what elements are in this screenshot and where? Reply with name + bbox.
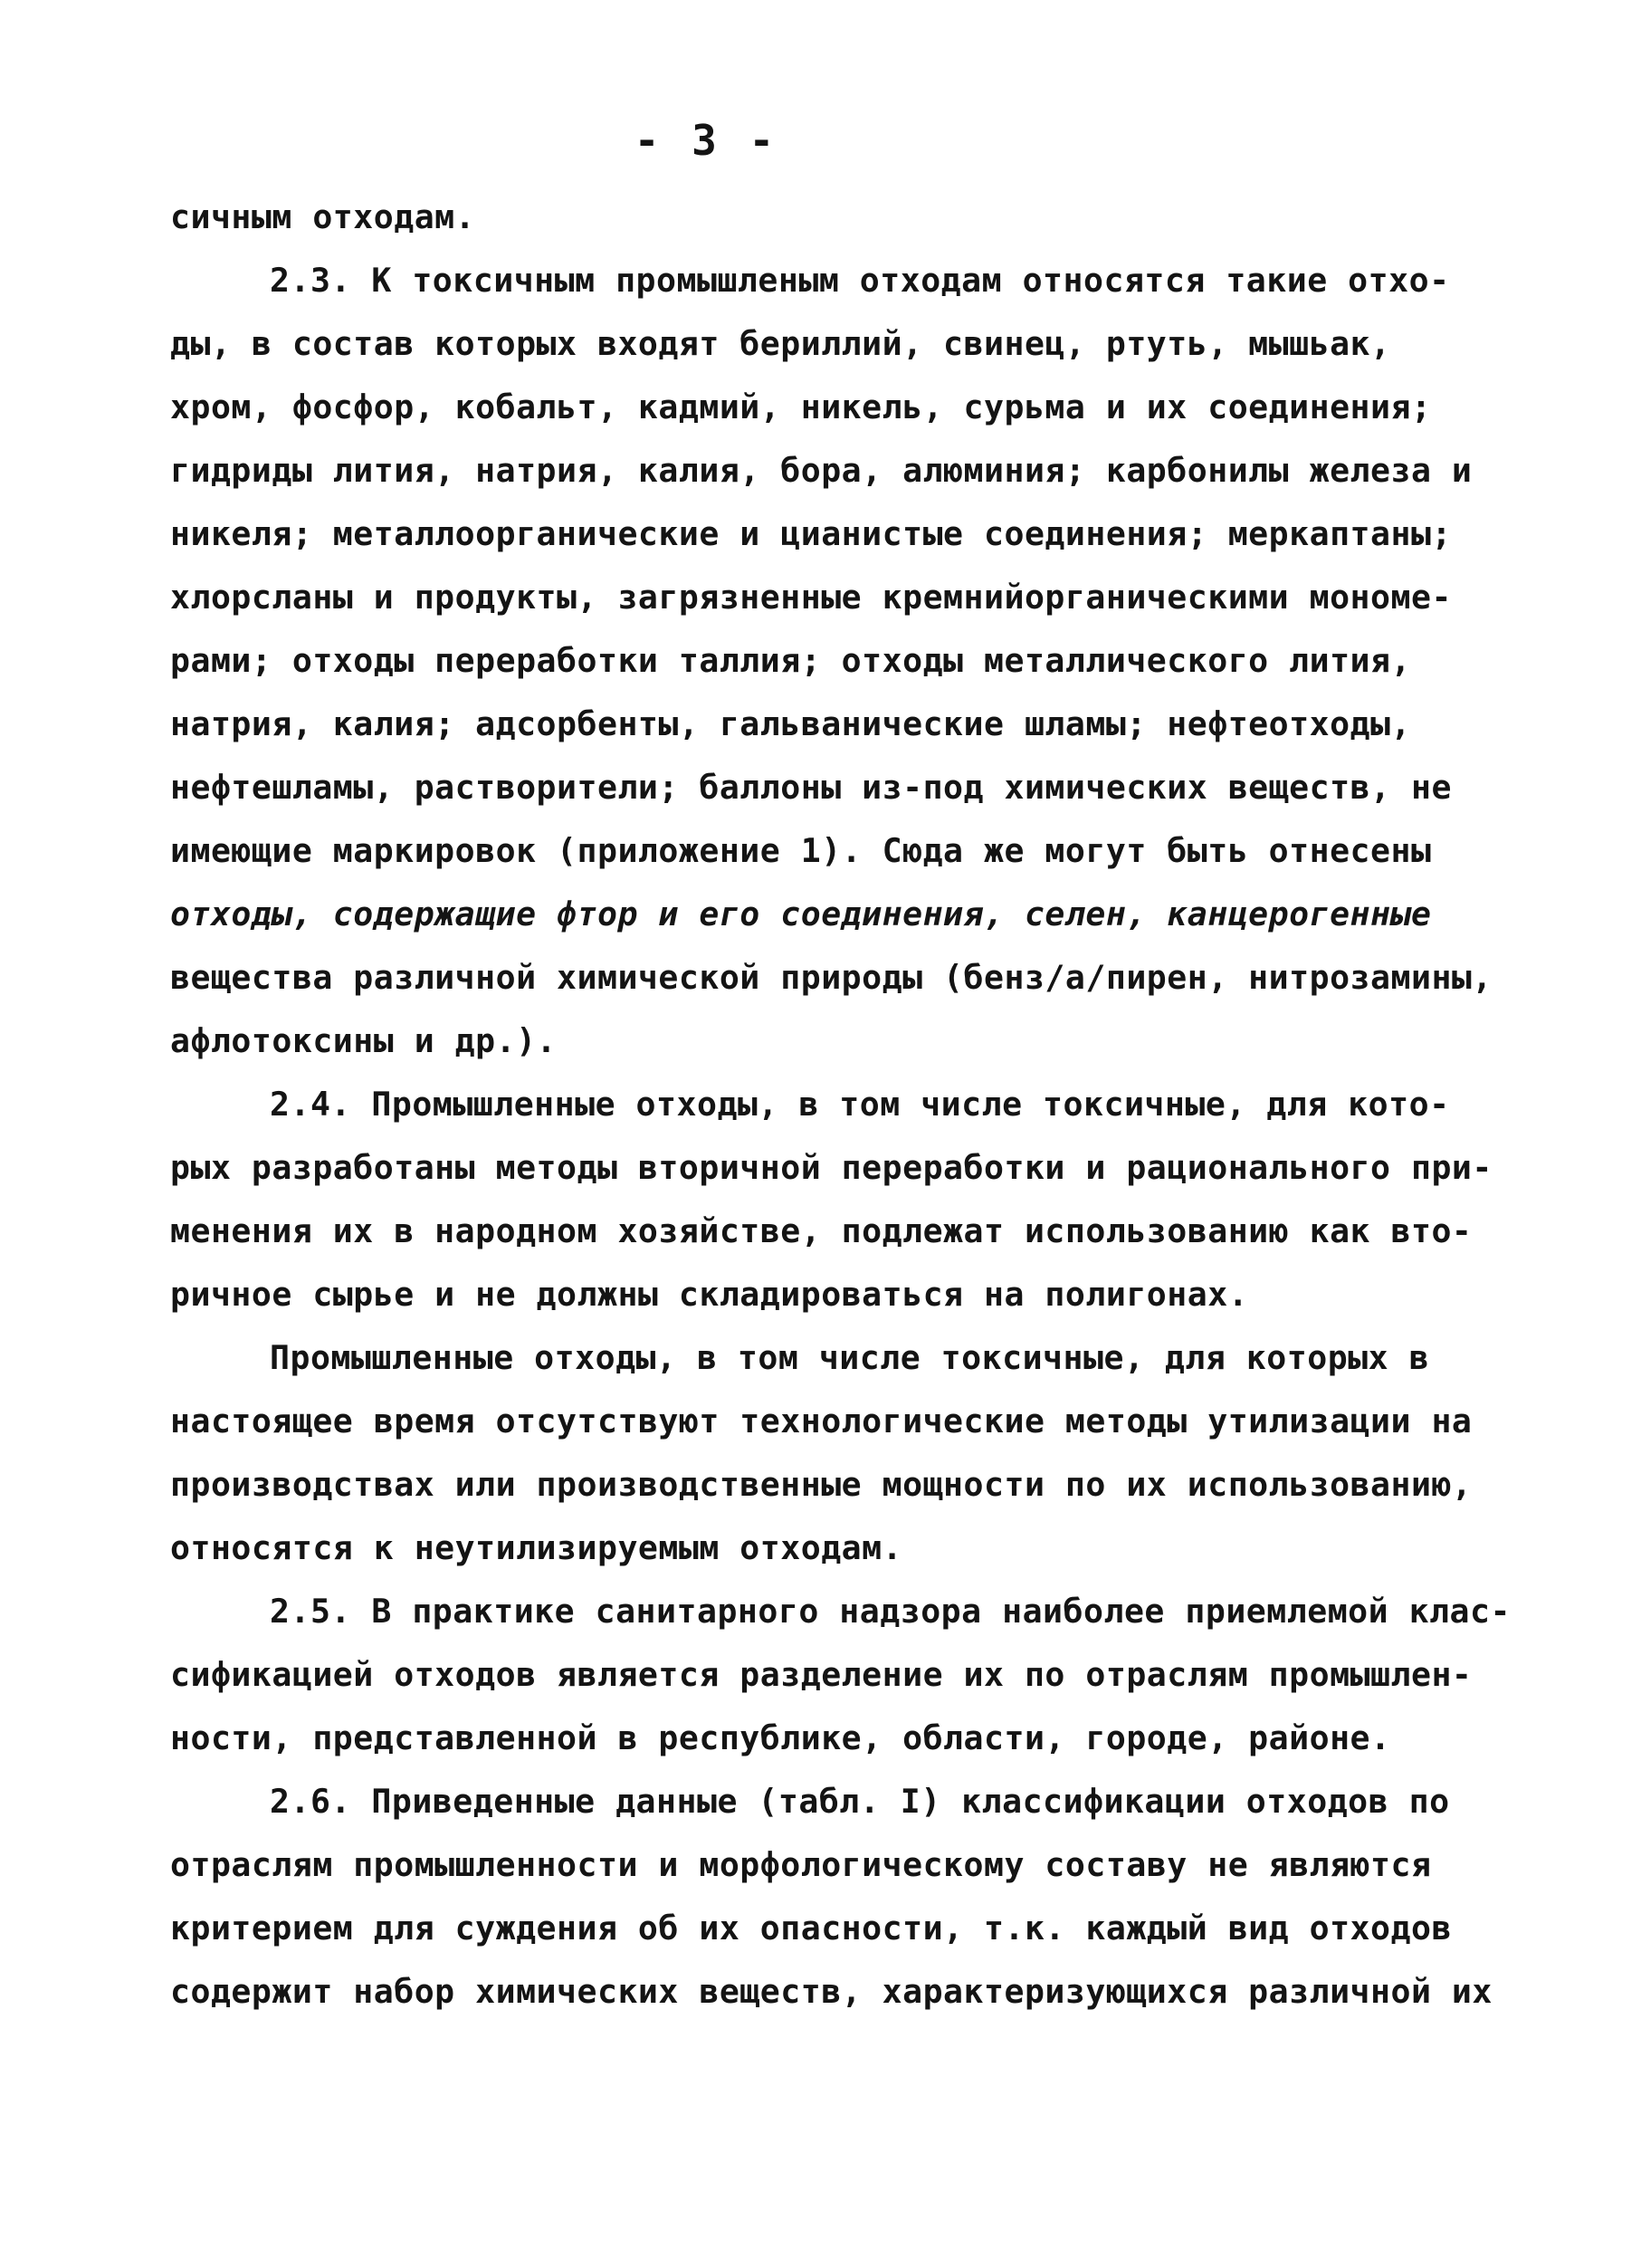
text-line: отраслям промышленности и морфологическому составу не являются [170,1845,1432,1884]
text-line: вещества различной химической природы (бенз/а/пирен, нитрозамины, [170,958,1493,997]
text-line: 2.4. Промышленные отходы, в том числе токсичные, для кото- [270,1085,1450,1124]
text-line: рых разработаны методы вторичной переработки и рационального при- [170,1148,1493,1187]
text-line: 2.6. Приведенные данные (табл. I) классификации отходов по [270,1782,1450,1821]
text-line: производствах или производственные мощности по их использованию, [170,1465,1473,1504]
text-line: рами; отходы переработки таллия; отходы металлического лития, [170,641,1411,680]
text-line: критерием для суждения об их опасности, т.к. каждый вид отходов [170,1909,1452,1947]
text-line: 2.5. В практике санитарного надзора наиболее приемлемой клас- [270,1592,1511,1631]
text-line: нефтешламы, растворители; баллоны из-под химических веществ, не [170,768,1452,807]
text-line: настоящее время отсутствуют технологические методы утилизации на [170,1402,1473,1440]
text-line: ричное сырье и не должны складироваться на полигонах. [170,1275,1249,1314]
text-line: сичным отходам. [170,197,476,236]
text-line: натрия, калия; адсорбенты, гальванические шламы; нефтеотходы, [170,704,1411,743]
text-line: 2.3. К токсичным промышленым отходам относятся такие отхо- [270,261,1450,300]
text-line: никеля; металлоорганические и цианистые соединения; меркаптаны; [170,514,1452,553]
page-number: - 3 - [634,116,778,165]
text-line: менения их в народном хозяйстве, подлежат использованию как вто- [170,1211,1473,1250]
text-line: отходы, содержащие фтор и его соединения, селен, канцерогенные [170,895,1432,933]
text-line: содержит набор химических веществ, характеризующихся различной их [170,1972,1493,2011]
text-line: Промышленные отходы, в том числе токсичные, для которых в [270,1338,1430,1377]
paragraph-2-3 [170,249,1493,1073]
body-text [170,186,1511,2024]
text-line: ды, в состав которых входят бериллий, свинец, ртуть, мышьак, [170,324,1391,363]
text-line: хлорсланы и продукты, загрязненные кремнийорганическими мономе- [170,578,1452,617]
paragraph-continuation [170,186,1455,249]
text-line: ности, представленной в республике, области, городе, районе. [170,1718,1391,1757]
text-line: относятся к неутилизируемым отходам. [170,1528,903,1567]
text-line: хром, фосфор, кобальт, кадмий, никель, сурьма и их соединения; [170,388,1432,426]
text-line: гидриды лития, натрия, калия, бора, алюминия; карбонилы железа и [170,451,1473,490]
paragraph-2-5 [170,1580,1511,1770]
paragraph-non-utilizable [170,1326,1473,1580]
paragraph-2-6 [170,1770,1493,2024]
text-line: имеющие маркировок (приложение 1). Сюда же могут быть отнесены [170,831,1432,870]
text-line: афлотоксины и др.). [170,1021,558,1060]
text-line: сификацией отходов является разделение их по отраслям промышлен- [170,1655,1473,1694]
paragraph-2-4 [170,1073,1493,1326]
